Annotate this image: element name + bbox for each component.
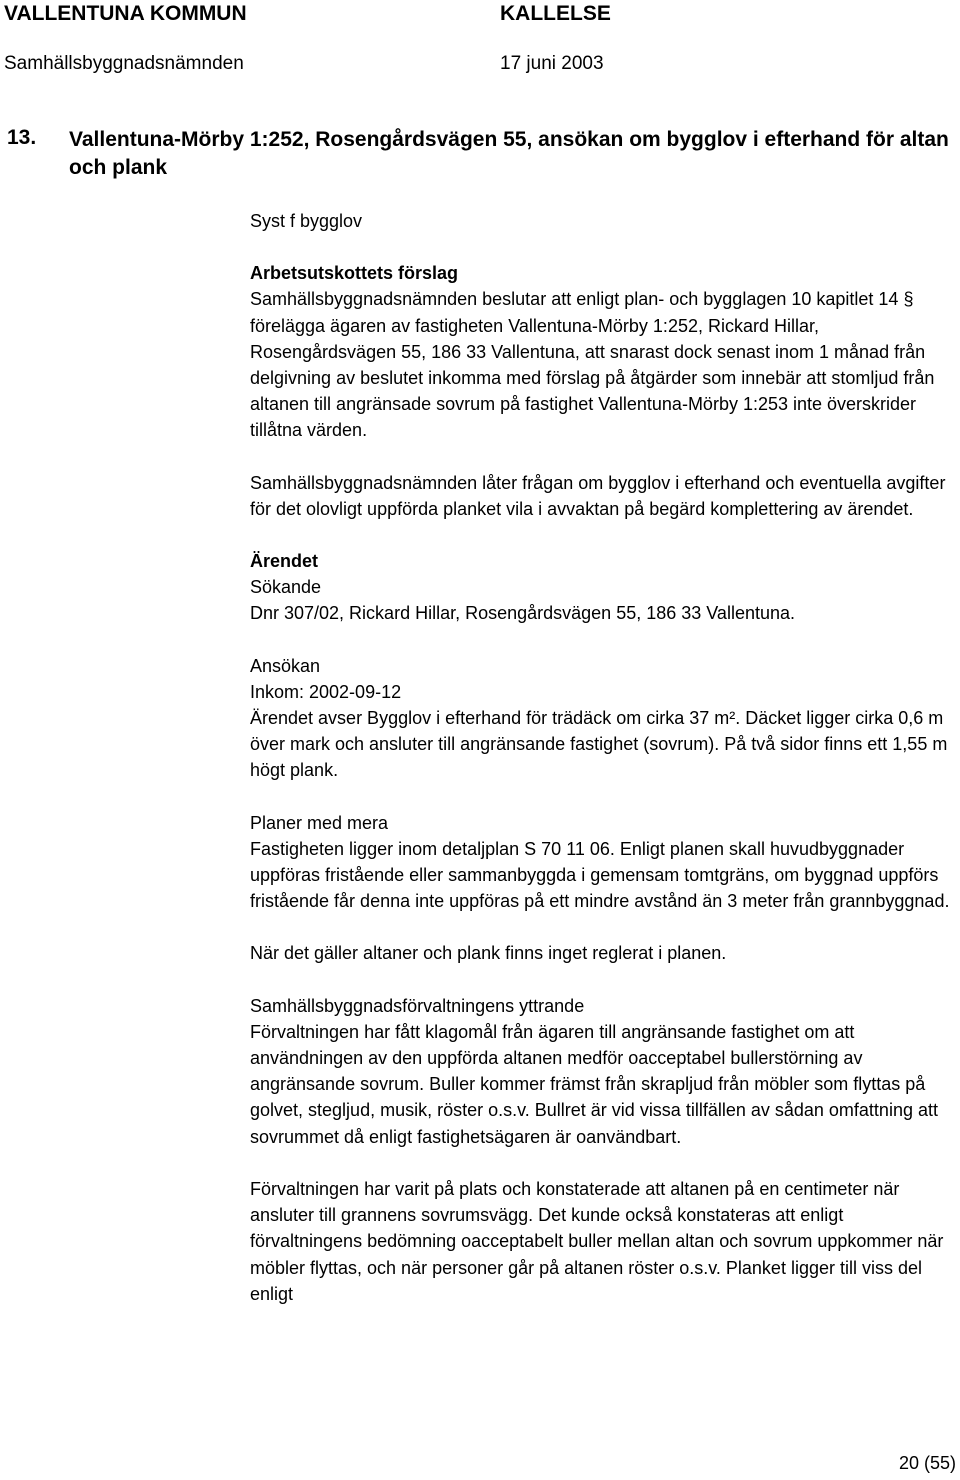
document-body xyxy=(250,208,955,1307)
page-number: 20 (55) xyxy=(898,1453,956,1473)
plans-text-1: Fastigheten ligger inom detaljplan S 70 11 06. Enligt planen skall huvudbyggnader uppföras fristående eller sammanbyggda i gemensam tomtgräns, om byggnad uppförs fristående får denna inte uppföras på ett mindre avstånd än 3 meter från grannbyggnad. xyxy=(250,838,950,912)
header-board: Samhällsbyggnadsnämnden xyxy=(4,53,244,74)
plans-heading: Planer med mera xyxy=(250,812,389,833)
item-number: 13. xyxy=(7,126,37,149)
statement-heading: Samhällsbyggnadsförvaltningens yttrande xyxy=(250,995,585,1016)
case-heading: Ärendet xyxy=(250,551,319,572)
proposal-heading: Arbetsutskottets förslag xyxy=(250,263,459,284)
statement-text-2: Förvaltningen har varit på plats och konstaterade att altanen på en centimeter när ansluter till grannens sovrumsvägg. Det kunde också konstateras att enligt förvaltningens bedömning oacceptabelt buller mellan altan och sovrum uppkommer när möbler flyttas, och när personer går på altanen röster o.s.v. Planket ligger till viss del enligt xyxy=(250,1178,944,1304)
statement-text-1: Förvaltningen har fått klagomål från ägaren till angränsande fastighet om att användningen av den uppförda altanen medför oacceptabel bullerstörning av angränsande sovrum. Buller kommer främst från skrapljud från möbler som flyttas på golvet, stegljud, musik, röster o.s.v. Bullret är vid vissa tillfällen av sådan omfattning att sovrummet då enligt fastighetsägaren är oanvändbart. xyxy=(250,1021,938,1147)
header-doc-type: KALLELSE xyxy=(500,2,611,25)
proposal-text-2: Samhällsbyggnadsnämnden låter frågan om bygglov i efterhand och eventuella avgifter för det olovligt uppförda planket vila i avvaktan på begärd komplettering av ärendet. xyxy=(250,472,946,519)
item-title: Vallentuna-Mörby 1:252, Rosengårdsvägen 55, ansökan om bygglov i efterhand för altan och plank xyxy=(69,128,949,179)
applicant-text: Dnr 307/02, Rickard Hillar, Rosengårdsvägen 55, 186 33 Vallentuna. xyxy=(250,603,796,624)
applicant-heading: Sökande xyxy=(250,577,322,598)
handler: Syst f bygglov xyxy=(250,211,363,231)
application-text: Ärendet avser Bygglov i efterhand för trädäck om cirka 37 m². Däcket ligger cirka 0,6 m över mark och ansluter till angränsande fastighet (sovrum). På två sidor finns ett 1,55 m högt plank. xyxy=(250,708,948,781)
plans-text-2: När det gäller altaner och plank finns inget reglerat i planen. xyxy=(250,943,727,964)
header-org: VALLENTUNA KOMMUN xyxy=(4,2,247,25)
application-received: Inkom: 2002-09-12 xyxy=(250,681,402,702)
application-heading: Ansökan xyxy=(250,655,321,676)
header-date: 17 juni 2003 xyxy=(500,53,604,74)
proposal-text-1: Samhällsbyggnadsnämnden beslutar att enligt plan- och bygglagen 10 kapitlet 14 § förelägga ägaren av fastigheten Vallentuna-Mörby 1:252, Rickard Hillar, Rosengårdsvägen 55, 186 33 Vallentuna, att snarast dock senast inom 1 månad från delgivning av beslutet inkomma med förslag på åtgärder som innebär att stomljud från altanen till angränsade sovrum på fastighet Vallentuna-Mörby 1:253 inte överskrider tillåtna värden. xyxy=(250,289,935,441)
